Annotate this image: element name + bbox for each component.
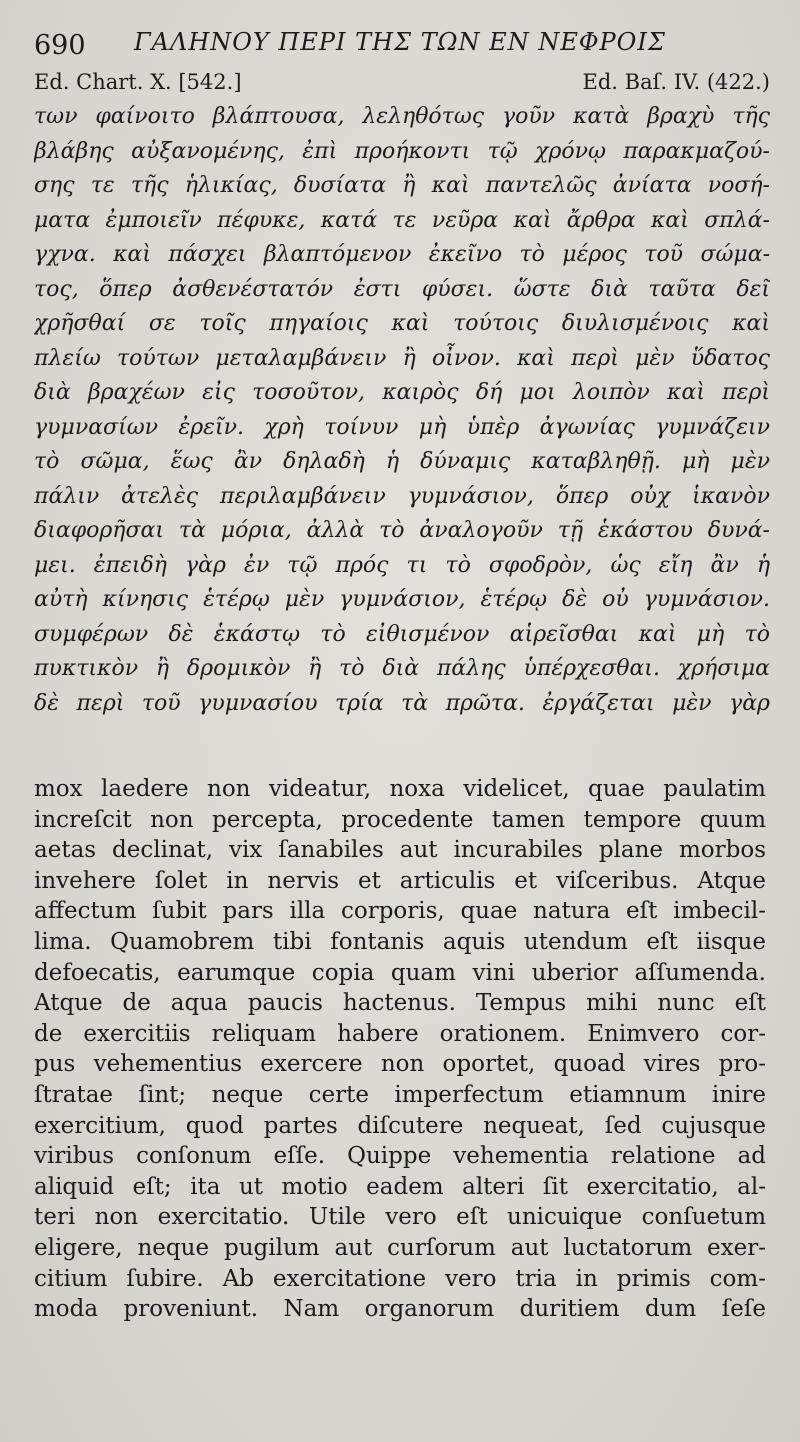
latin-line: pus vehementius exercere non oportet, quoad vires pro- xyxy=(34,1051,766,1078)
latin-line: aetas declinat, vix ſanabiles aut incurabiles plane morbos xyxy=(34,837,766,864)
greek-line: συμφέρων δὲ ἑκάστῳ τὸ εἰθισμένον αἱρεῖσθαι καὶ μὴ τὸ xyxy=(34,621,770,647)
greek-line: διαφορῆσαι τὰ μόρια, ἀλλὰ τὸ ἀναλογοῦν τῇ ἑκάστου δυνά- xyxy=(34,518,770,543)
latin-line: mox laedere non videatur, noxa videlicet, quae paulatim xyxy=(34,776,766,802)
latin-line: lima. Quamobrem tibi fontanis aquis utendum eſt iisque xyxy=(34,928,766,955)
latin-line: moda proveniunt. Nam organorum duritiem dum ſeſe xyxy=(34,1296,766,1323)
latin-line: ſtratae ſint; neque certe imperfectum etiamnum inire xyxy=(34,1081,766,1108)
latin-line: teri non exercitatio. Utile vero eſt unicuique conſuetum xyxy=(34,1204,766,1231)
latin-text-block xyxy=(34,774,766,1325)
greek-line: διὰ βραχέων εἰς τοσοῦτον, καιρὸς δή μοι λοιπὸν καὶ περὶ xyxy=(34,380,770,405)
latin-line: de exercitiis reliquam habere orationem. Enimvero cor- xyxy=(34,1020,766,1047)
greek-line: πάλιν ἀτελὲς περιλαμβάνειν γυμνάσιον, ὅπερ οὐχ ἱκανὸν xyxy=(34,483,770,509)
latin-line: aliquid eſt; ita ut motio eadem alteri ſit exercitatio, al- xyxy=(34,1173,766,1200)
page-header xyxy=(34,26,770,66)
page-number: 690 xyxy=(34,30,86,61)
latin-line: increſcit non percepta, procedente tamen tempore quum xyxy=(34,806,766,833)
greek-line: των φαίνοιτο βλάπτουσα, λεληθότως γοῦν κατὰ βραχὺ τῆς xyxy=(34,104,770,129)
edition-reference-line xyxy=(34,70,770,98)
edition-reference-chartier: Ed. Chart. X. [542.] xyxy=(34,70,242,94)
latin-line: affectum ſubit pars illa corporis, quae natura eſt imbecil- xyxy=(34,898,766,925)
latin-line: exercitium, quod partes diſcutere nequeat, ſed cujusque xyxy=(34,1112,766,1139)
greek-line: γυμνασίων ἐρεῖν. χρὴ τοίνυν μὴ ὑπὲρ ἀγωνίας γυμνάζειν xyxy=(34,414,770,440)
greek-line: χρῆσθαί σε τοῖς πηγαίοις καὶ τούτοις διυλισμένοις καὶ xyxy=(34,311,770,336)
latin-line: defoecatis, earumque copia quam vini uberior aſſumenda. xyxy=(34,959,766,986)
greek-line: γχνα. καὶ πάσχει βλαπτόμενον ἐκεῖνο τὸ μέρος τοῦ σώμα- xyxy=(34,242,770,267)
greek-line: δὲ περὶ τοῦ γυμνασίου τρία τὰ πρῶτα. ἐργάζεται μὲν γὰρ xyxy=(34,690,770,716)
greek-line: βλάβης αὐξανομένης, ἐπὶ προήκοντι τῷ χρόνῳ παρακμαζού- xyxy=(34,138,770,164)
latin-line: viribus conſonum eſſe. Quippe vehementia relatione ad xyxy=(34,1143,766,1170)
greek-line: αὐτὴ κίνησις ἑτέρῳ μὲν γυμνάσιον, ἑτέρῳ δὲ οὐ γυμνάσιον. xyxy=(34,587,770,612)
greek-line: ματα ἐμποιεῖν πέφυκε, κατά τε νεῦρα καὶ ἄρθρα καὶ σπλά- xyxy=(34,207,770,233)
latin-line: Atque de aqua paucis hactenus. Tempus mihi nunc eſt xyxy=(34,990,766,1017)
greek-line: σης τε τῆς ἡλικίας, δυσίατα ἢ καὶ παντελῶς ἀνίατα νοσή- xyxy=(34,173,770,198)
latin-line: invehere ſolet in nervis et articulis et viſceribus. Atque xyxy=(34,867,766,894)
latin-line: eligere, neque pugilum aut curſorum aut luctatorum exer- xyxy=(34,1234,766,1261)
greek-line: τος, ὅπερ ἀσθενέστατόν ἐστι φύσει. ὥστε διὰ ταῦτα δεῖ xyxy=(34,276,770,302)
greek-text-block xyxy=(34,100,770,721)
greek-line: μει. ἐπειδὴ γὰρ ἐν τῷ πρός τι τὸ σφοδρὸν, ὡς εἴη ἂν ἡ xyxy=(34,552,770,578)
edition-reference-basel: Ed. Baſ. IV. (422.) xyxy=(582,70,770,94)
greek-line: πλείω τούτων μεταλαμβάνειν ἢ οἶνον. καὶ περὶ μὲν ὕδατος xyxy=(34,345,770,371)
greek-line: τὸ σῶμα, ἕως ἂν δηλαδὴ ἡ δύναμις καταβληθῇ. μὴ μὲν xyxy=(34,449,770,474)
greek-line: πυκτικὸν ἢ δρομικὸν ἢ τὸ διὰ πάλης ὑπέρχεσθαι. χρήσιμα xyxy=(34,656,770,681)
running-title: ΓΑΛΗΝΟΥ ΠΕΡΙ ΤΗΣ ΤΩΝ ΕΝ ΝΕΦΡΟΙΣ xyxy=(134,28,666,56)
latin-line: citium ſubire. Ab exercitatione vero tria in primis com- xyxy=(34,1265,766,1292)
